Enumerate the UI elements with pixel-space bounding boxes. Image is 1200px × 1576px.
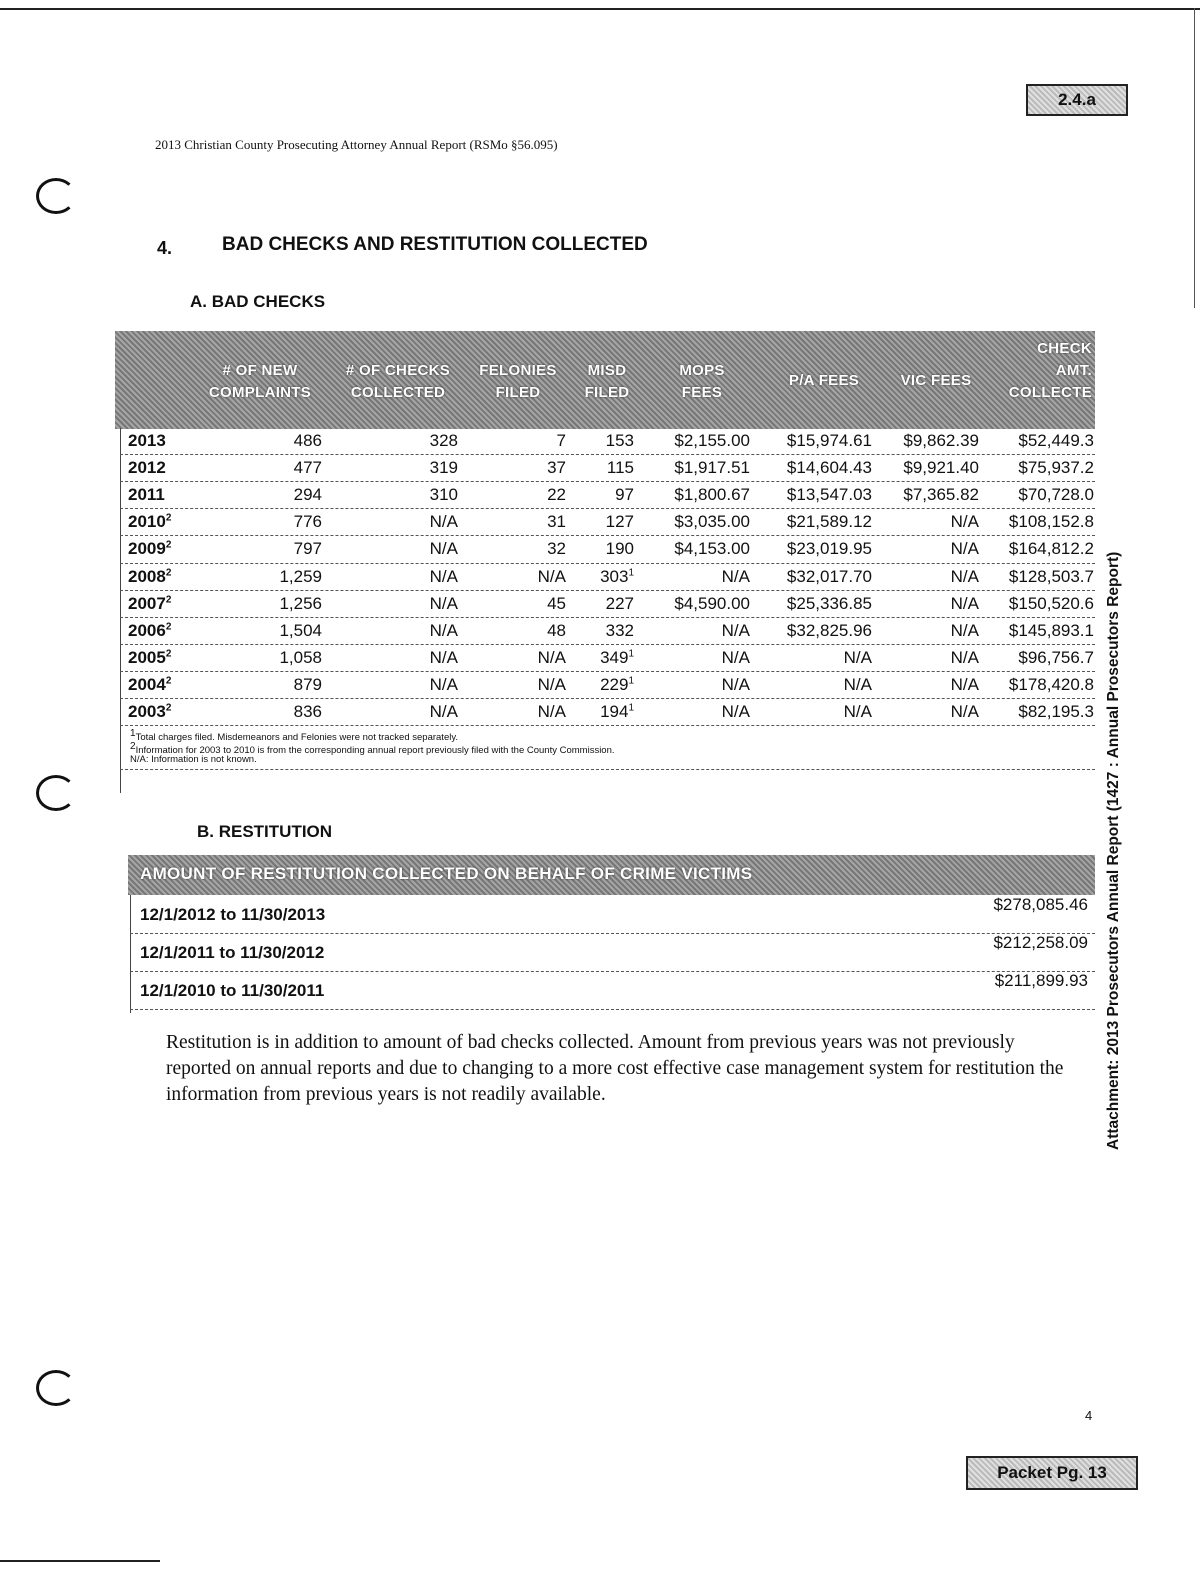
cell-pa-fees (787, 458, 872, 478)
cell-pa-fees (787, 539, 872, 559)
cell-felonies-filed-value: 37 (547, 458, 566, 478)
cell-new-complaints-value: 797 (293, 539, 322, 559)
year-text: 2012 (128, 458, 166, 478)
page-number: 4 (1085, 1408, 1093, 1423)
cell-felonies-filed (538, 702, 566, 722)
cell-mops-fees-value: $4,153.00 (674, 539, 750, 559)
cell-check-amt-collected-value: $70,728.0 (1018, 485, 1094, 505)
col-header-misd-filed: MISD FILED (584, 362, 630, 401)
cell-felonies-filed (547, 512, 566, 532)
cell-check-amt-collected (1018, 702, 1094, 722)
cell-felonies-filed (538, 567, 566, 587)
cell-checks-collected (430, 648, 458, 668)
cell-year (128, 512, 171, 532)
cell-felonies-filed-value: N/A (537, 647, 566, 667)
cell-new-complaints (294, 702, 322, 722)
cell-pa-fees-value: $14,604.43 (786, 458, 872, 478)
cell-checks-collected (430, 431, 458, 451)
table-row-divider (120, 671, 1095, 672)
table-left-rule (120, 428, 121, 793)
cell-misd-filed-value: 349 (600, 647, 629, 667)
cell-new-complaints-value: 1,058 (279, 647, 322, 667)
year-text: 2007 (128, 593, 166, 613)
cell-felonies-filed-value: 31 (547, 512, 566, 532)
cell-checks-collected-value: N/A (429, 566, 458, 586)
footnote-mark: 2 (165, 648, 172, 660)
cell-vic-fees (951, 512, 979, 532)
cell-vic-fees (903, 431, 979, 451)
cell-year (128, 458, 166, 478)
cell-checks-collected-value: N/A (429, 620, 458, 640)
cell-mops-fees-value: N/A (721, 702, 750, 721)
cell-pa-fees (844, 675, 872, 695)
cell-misd-filed (606, 512, 634, 532)
cell-pa-fees (787, 567, 872, 587)
cell-checks-collected (430, 594, 458, 614)
col-header-vic-fees: VIC FEES (900, 372, 972, 389)
year-text: 2004 (128, 674, 166, 694)
cell-checks-collected (430, 702, 458, 722)
cell-felonies-filed-value: 45 (547, 593, 566, 613)
cell-checks-collected (430, 621, 458, 641)
cell-year (128, 539, 171, 559)
cell-check-amt-collected-value: $164,812.2 (1008, 539, 1094, 559)
cell-misd-filed (615, 485, 634, 505)
cell-year (128, 567, 171, 587)
cell-pa-fees-value: $23,019.95 (786, 539, 872, 559)
cell-check-amt-collected-value: $150,520.6 (1008, 593, 1094, 613)
cell-check-amt-collected-value: $52,449.3 (1018, 431, 1094, 450)
cell-year (128, 621, 171, 641)
cell-checks-collected-value: N/A (429, 647, 458, 667)
attachment-side-label: Attachment: 2013 Prosecutors Annual Report (1427 : Annual Prosecutors Report) (1105, 551, 1122, 1150)
year-text: 2013 (128, 431, 166, 450)
cell-vic-fees-value: $9,862.39 (903, 431, 979, 450)
cell-pa-fees-value: $15,974.61 (786, 431, 872, 450)
table-footnote (130, 754, 257, 765)
cell-new-complaints-value: 1,504 (279, 620, 322, 640)
cell-checks-collected (430, 485, 458, 505)
footnote-mark: 2 (165, 566, 172, 578)
cell-felonies-filed-value: N/A (537, 566, 566, 586)
binder-hole-icon (36, 775, 76, 811)
cell-mops-fees (674, 431, 750, 451)
cell-vic-fees-value: N/A (950, 647, 979, 667)
cell-year (128, 431, 166, 451)
cell-new-complaints-value: 879 (293, 674, 322, 694)
cell-mops-fees-value: N/A (721, 674, 750, 694)
cell-new-complaints-value: 836 (293, 702, 322, 721)
cell-felonies-filed-value: N/A (537, 702, 566, 721)
cell-vic-fees (951, 648, 979, 668)
year-text: 2010 (128, 512, 166, 532)
table-row-divider (120, 590, 1095, 591)
cell-misd-filed-value: 227 (605, 593, 634, 613)
cell-year (128, 648, 171, 668)
col-header-pa-fees: P/A FEES (788, 372, 860, 389)
page-edge-right (1194, 8, 1195, 308)
restitution-header-label: AMOUNT OF RESTITUTION COLLECTED ON BEHALF OF CRIME VICTIMS (140, 864, 753, 883)
cell-new-complaints (279, 594, 322, 614)
bad-checks-heading: A. BAD CHECKS (190, 292, 326, 311)
cell-mops-fees (674, 485, 750, 505)
table-row-divider (120, 535, 1095, 536)
cell-mops-fees (674, 458, 750, 478)
cell-check-amt-collected (1018, 431, 1094, 451)
cell-vic-fees (951, 567, 979, 587)
restitution-heading: B. RESTITUTION (197, 822, 333, 841)
cell-pa-fees (787, 594, 872, 614)
footnote-mark: 1 (130, 728, 136, 740)
cell-mops-fees (722, 567, 750, 587)
cell-misd-filed-value: 115 (606, 458, 634, 478)
table-bottom-rule (120, 769, 1095, 770)
cell-checks-collected-value: 319 (429, 458, 458, 478)
restitution-period: 12/1/2011 to 11/30/2012 (140, 943, 325, 962)
table-row-divider (120, 563, 1095, 564)
footnote-mark: 2 (165, 675, 172, 687)
cell-check-amt-collected-value: $96,756.7 (1018, 647, 1094, 667)
cell-felonies-filed-value: 7 (556, 431, 566, 450)
cell-check-amt-collected (1009, 621, 1094, 641)
cell-check-amt-collected (1009, 512, 1094, 532)
cell-year (128, 485, 165, 505)
year-text: 2011 (128, 485, 165, 505)
cell-checks-collected-value: 310 (429, 485, 458, 505)
restitution-amount: $278,085.46 (993, 895, 1088, 914)
cell-year (128, 702, 171, 722)
packet-page-stamp: Packet Pg. 13 (966, 1456, 1138, 1490)
cell-check-amt-collected-value: $178,420.8 (1008, 674, 1094, 694)
cell-mops-fees (722, 675, 750, 695)
cell-misd-filed (606, 594, 634, 614)
cell-misd-filed-value: 229 (600, 674, 629, 694)
binder-hole-icon (36, 178, 76, 214)
table-row-divider (120, 698, 1095, 699)
cell-misd-filed-value: 332 (605, 620, 634, 640)
cell-vic-fees-value: N/A (950, 566, 979, 586)
year-text: 2003 (128, 702, 166, 721)
cell-year (128, 594, 171, 614)
restitution-row-divider (130, 971, 1095, 972)
cell-pa-fees-value: $32,017.70 (786, 566, 872, 586)
running-head: 2013 Christian County Prosecuting Attorney Annual Report (RSMo §56.095) (155, 137, 558, 152)
cell-misd-filed-value: 97 (615, 485, 634, 505)
restitution-header-bar (128, 855, 1095, 895)
table-row-divider (120, 508, 1095, 509)
cell-new-complaints-value: 1,256 (279, 593, 322, 613)
cell-pa-fees-value: $25,336.85 (786, 593, 872, 613)
cell-checks-collected-value: N/A (429, 539, 458, 559)
cell-vic-fees (951, 539, 979, 559)
cell-mops-fees (674, 512, 750, 532)
col-header-new-complaints: # OF NEW COMPLAINTS (208, 362, 312, 401)
cell-misd-filed-value: 153 (605, 431, 634, 450)
cell-vic-fees (903, 485, 979, 505)
cell-felonies-filed-value: 22 (547, 485, 566, 505)
cell-check-amt-collected (1009, 539, 1094, 559)
page-edge-bottom (0, 1560, 160, 1562)
cell-check-amt-collected-value: $108,152.8 (1008, 512, 1094, 532)
cell-new-complaints (294, 512, 322, 532)
cell-mops-fees (674, 594, 750, 614)
cell-felonies-filed-value: N/A (537, 674, 566, 694)
footnote-mark: 1 (628, 566, 634, 578)
cell-misd-filed (600, 567, 634, 587)
restitution-period: 12/1/2010 to 11/30/2011 (140, 981, 325, 1000)
table-row-divider (120, 481, 1095, 482)
cell-checks-collected-value: N/A (429, 702, 458, 721)
cell-felonies-filed (547, 621, 566, 641)
cell-new-complaints (294, 458, 322, 478)
footnote-text: Total charges filed. Misdemeanors and Felonies were not tracked separately. (135, 732, 459, 744)
cell-vic-fees-value: N/A (950, 539, 979, 559)
footnote-mark: 2 (165, 512, 172, 524)
cell-new-complaints (294, 675, 322, 695)
col-header-check-amt-collected: CHECK AMT. COLLECTE (1008, 340, 1092, 401)
cell-vic-fees-value: N/A (950, 620, 979, 640)
cell-vic-fees-value: $7,365.82 (903, 485, 979, 505)
footnote-mark: 1 (628, 702, 634, 714)
cell-misd-filed (607, 458, 634, 478)
cell-pa-fees-value: $13,547.03 (786, 485, 872, 505)
cell-felonies-filed (547, 458, 566, 478)
footnote-text: N/A: Information is not known. (130, 754, 257, 766)
table-row-divider (120, 454, 1095, 455)
footnote-mark: 1 (628, 675, 634, 687)
cell-pa-fees-value: N/A (843, 647, 872, 667)
cell-felonies-filed (538, 648, 566, 668)
year-text: 2008 (128, 566, 166, 586)
cell-misd-filed (606, 621, 634, 641)
cell-checks-collected (430, 539, 458, 559)
cell-pa-fees (844, 702, 872, 722)
year-text: 2006 (128, 620, 166, 640)
cell-misd-filed-value: 194 (600, 702, 629, 721)
cell-felonies-filed (557, 431, 566, 451)
cell-check-amt-collected (1009, 594, 1094, 614)
year-text: 2005 (128, 647, 166, 667)
cell-misd-filed-value: 127 (605, 512, 634, 532)
cell-felonies-filed-value: 32 (547, 539, 566, 559)
cell-mops-fees (722, 702, 750, 722)
cell-checks-collected-value: N/A (429, 593, 458, 613)
cell-pa-fees-value: N/A (843, 674, 872, 694)
restitution-row-divider (130, 1009, 1095, 1010)
cell-pa-fees (787, 621, 872, 641)
restitution-note: Restitution is in addition to amount of bad checks collected. Amount from previous years was not previously reported on annual reports and due to changing to a more cost effective case management system for restitution the information from previous years is not readily available. (166, 1032, 1064, 1105)
cell-check-amt-collected (1009, 567, 1094, 587)
cell-vic-fees (951, 702, 979, 722)
col-header-checks-collected: # OF CHECKS COLLECTED (345, 362, 451, 401)
cell-pa-fees (844, 648, 872, 668)
cell-misd-filed (606, 539, 634, 559)
footnote-mark: 2 (165, 702, 172, 714)
cell-new-complaints (294, 539, 322, 559)
restitution-amount: $212,258.09 (993, 933, 1088, 952)
year-text: 2009 (128, 539, 166, 559)
binder-hole-icon (36, 1370, 76, 1406)
table-row-divider (120, 644, 1095, 645)
cell-checks-collected (430, 512, 458, 532)
footnote-mark: 2 (130, 741, 136, 753)
section-number: 4. (157, 238, 173, 258)
cell-pa-fees (787, 431, 872, 451)
cell-checks-collected-value: N/A (429, 512, 458, 532)
cell-new-complaints-value: 477 (293, 458, 322, 478)
cell-checks-collected (430, 675, 458, 695)
cell-pa-fees-value: N/A (843, 702, 872, 721)
cell-vic-fees-value: N/A (950, 593, 979, 613)
cell-felonies-filed (538, 675, 566, 695)
cell-new-complaints (294, 431, 322, 451)
cell-check-amt-collected (1009, 675, 1094, 695)
footnote-mark: 2 (165, 621, 172, 633)
cell-vic-fees-value: N/A (950, 702, 979, 721)
restitution-period: 12/1/2012 to 11/30/2013 (140, 905, 326, 924)
cell-mops-fees-value: N/A (721, 647, 750, 667)
cell-mops-fees-value: $1,917.51 (674, 458, 750, 478)
cell-new-complaints-value: 486 (293, 431, 322, 450)
cell-checks-collected-value: N/A (429, 674, 458, 694)
cell-misd-filed (600, 702, 634, 722)
cell-check-amt-collected-value: $82,195.3 (1018, 702, 1094, 721)
table-row-divider (120, 725, 1095, 726)
cell-check-amt-collected-value: $145,893.1 (1008, 620, 1094, 640)
cell-misd-filed-value: 303 (600, 566, 629, 586)
cell-mops-fees-value: $3,035.00 (674, 512, 750, 532)
section-title: BAD CHECKS AND RESTITUTION COLLECTED (222, 234, 648, 255)
cell-check-amt-collected (1018, 648, 1094, 668)
footnote-mark: 1 (628, 648, 634, 660)
cell-check-amt-collected-value: $128,503.7 (1008, 566, 1094, 586)
cell-check-amt-collected (1018, 485, 1094, 505)
cell-pa-fees (787, 512, 872, 532)
cell-year (128, 675, 171, 695)
cell-felonies-filed (547, 594, 566, 614)
cell-new-complaints-value: 294 (293, 485, 322, 505)
table-row-divider (120, 617, 1095, 618)
cell-mops-fees-value: N/A (721, 566, 750, 586)
footnote-mark: 2 (165, 539, 172, 551)
cell-vic-fees (903, 458, 979, 478)
cell-mops-fees (674, 539, 750, 559)
cell-mops-fees-value: N/A (721, 620, 750, 640)
col-header-mops-fees: MOPS FEES (679, 362, 725, 401)
cell-vic-fees (951, 594, 979, 614)
cell-vic-fees (951, 621, 979, 641)
cell-new-complaints (279, 567, 322, 587)
cell-check-amt-collected-value: $75,937.2 (1018, 458, 1094, 478)
restitution-amount: $211,899.93 (994, 971, 1088, 990)
cell-new-complaints (294, 485, 322, 505)
cell-pa-fees-value: $21,589.12 (786, 512, 872, 532)
cell-vic-fees (951, 675, 979, 695)
cell-new-complaints (279, 621, 322, 641)
cell-checks-collected-value: 328 (429, 431, 458, 450)
page-edge-top (0, 8, 1200, 10)
cell-mops-fees-value: $4,590.00 (674, 593, 750, 613)
cell-pa-fees (787, 485, 872, 505)
cell-felonies-filed (547, 539, 566, 559)
cell-checks-collected (430, 458, 458, 478)
cell-new-complaints (279, 648, 322, 668)
cell-vic-fees-value: N/A (950, 674, 979, 694)
cell-mops-fees (722, 648, 750, 668)
restitution-row-divider (130, 933, 1095, 934)
cell-felonies-filed (547, 485, 566, 505)
cell-vic-fees-value: N/A (950, 512, 979, 532)
cell-mops-fees-value: $2,155.00 (674, 431, 750, 450)
cell-new-complaints-value: 776 (293, 512, 322, 532)
cell-misd-filed-value: 190 (605, 539, 634, 559)
cell-misd-filed (600, 675, 634, 695)
restitution-left-rule (130, 895, 131, 1013)
col-header-felonies-filed: FELONIES FILED (479, 362, 557, 401)
cell-pa-fees-value: $32,825.96 (786, 620, 872, 640)
attachment-stamp: 2.4.a (1026, 84, 1128, 116)
cell-check-amt-collected (1018, 458, 1094, 478)
footnote-text: Information for 2003 to 2010 is from the corresponding annual report previously filed with the County Commission. (135, 745, 615, 757)
cell-new-complaints-value: 1,259 (279, 566, 322, 586)
footnote-mark: 2 (165, 593, 172, 605)
cell-vic-fees-value: $9,921.40 (903, 458, 979, 478)
cell-misd-filed (600, 648, 634, 668)
cell-misd-filed (606, 431, 634, 451)
cell-mops-fees-value: $1,800.67 (674, 485, 750, 505)
cell-felonies-filed-value: 48 (547, 620, 566, 640)
cell-checks-collected (430, 567, 458, 587)
cell-mops-fees (722, 621, 750, 641)
